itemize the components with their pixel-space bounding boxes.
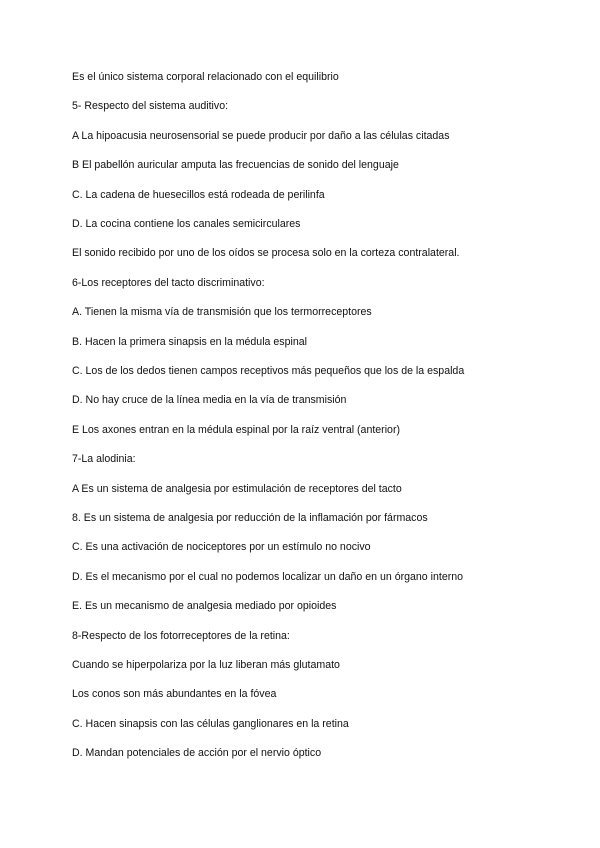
question-7-heading: 7-La alodinia: — [72, 453, 136, 465]
question-5-option-c: C. La cadena de huesecillos está rodeada de perilinfa — [72, 189, 325, 201]
question-8-option-c: C. Hacen sinapsis con las células ganglionares en la retina — [72, 718, 349, 730]
question-5-option-b: B El pabellón auricular amputa las frecuencias de sonido del lenguaje — [72, 159, 399, 171]
question-7-option-e: E. Es un mecanismo de analgesia mediado por opioides — [72, 600, 337, 612]
question-6-option-c: C. Los de los dedos tienen campos receptivos más pequeños que los de la espalda — [72, 365, 465, 377]
question-7-option-b: 8. Es un sistema de analgesia por reducción de la inflamación por fármacos — [72, 512, 428, 524]
question-8-option-b: Los conos son más abundantes en la fóvea — [72, 688, 277, 700]
question-7-option-d: D. Es el mecanismo por el cual no podemos localizar un daño en un órgano interno — [72, 571, 464, 583]
question-6-heading: 6-Los receptores del tacto discriminativo: — [72, 277, 265, 289]
line-equilibrio: Es el único sistema corporal relacionado con el equilibrio — [72, 71, 339, 83]
question-6-option-e: E Los axones entran en la médula espinal por la raíz ventral (anterior) — [72, 424, 400, 436]
question-7-option-c: C. Es una activación de nociceptores por un estímulo no nocivo — [72, 541, 371, 553]
question-8-heading: 8-Respecto de los fotorreceptores de la retina: — [72, 630, 290, 642]
question-8-option-d: D. Mandan potenciales de acción por el nervio óptico — [72, 747, 322, 759]
question-5-option-d: D. La cocina contiene los canales semicirculares — [72, 218, 301, 230]
question-8-option-a: Cuando se hiperpolariza por la luz liberan más glutamato — [72, 659, 340, 671]
question-6-option-d: D. No hay cruce de la línea media en la vía de transmisión — [72, 394, 347, 406]
question-7-option-a: A Es un sistema de analgesia por estimulación de receptores del tacto — [72, 483, 402, 495]
question-5-heading: 5- Respecto del sistema auditivo: — [72, 100, 229, 112]
question-5-option-e: El sonido recibido por uno de los oídos se procesa solo en la corteza contralateral. — [72, 247, 460, 259]
question-6-option-a: A. Tienen la misma vía de transmisión que los termorreceptores — [72, 306, 372, 318]
question-5-option-a: A La hipoacusia neurosensorial se puede producir por daño a las células citadas — [72, 130, 450, 142]
question-6-option-b: B. Hacen la primera sinapsis en la médula espinal — [72, 336, 307, 348]
